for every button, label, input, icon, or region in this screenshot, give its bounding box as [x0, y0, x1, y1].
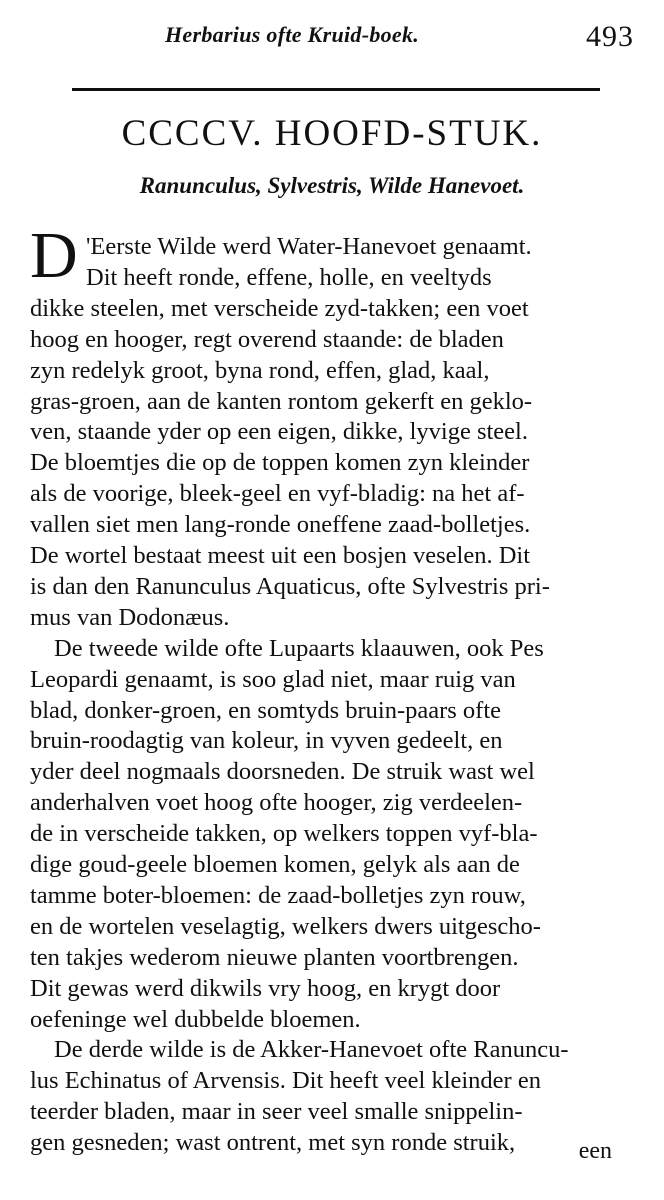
text-line: De bloemtjes die op de toppen komen zyn kleinder — [30, 449, 530, 477]
text-line: yder deel nogmaals doorsneden. De struik wast wel — [30, 758, 535, 786]
text-line: tamme boter-bloemen: de zaad-bolletjes zyn rouw, — [30, 881, 526, 909]
text-line: vallen siet men lang-ronde oneffene zaad-bolletjes. — [30, 511, 531, 539]
text-line: Dit gewas werd dikwils vry hoog, en krygt door — [30, 974, 501, 1002]
text-line: gras-groen, aan de kanten rontom gekerft en geklo- — [30, 387, 533, 415]
text-line: is dan den Ranunculus Aquaticus, ofte Sylvestris pri- — [30, 572, 550, 600]
text-line: De wortel bestaat meest uit een bosjen veselen. Dit — [30, 542, 531, 569]
text-line: Dit heeft ronde, effene, holle, en veeltyds — [86, 263, 492, 291]
text-line: de in verscheide takken, op welkers toppen vyf-bla- — [30, 820, 538, 848]
text-line: ten takjes wederom nieuwe planten voortbrengen. — [30, 943, 519, 971]
text-line: bruin-roodagtig van koleur, in vyven gedeelt, en — [30, 727, 503, 755]
text-line: gen gesneden; wast ontrent, met syn ronde struik, — [30, 1129, 516, 1157]
page-number: 493 — [586, 20, 634, 53]
text-line: als de voorige, bleek-geel en vyf-bladig: na het af- — [30, 480, 525, 508]
text-line: teerder bladen, maar in seer veel smalle snippelin- — [30, 1098, 523, 1126]
text-line: mus van Dodonæus. — [30, 603, 230, 631]
text-line: en de wortelen veselagtig, welkers dwers uitgescho- — [30, 912, 541, 940]
text-line: hoog en hooger, regt overend staande: de bladen — [30, 325, 504, 353]
text-line: zyn redelyk groot, byna rond, effen, glad, kaal, — [30, 356, 490, 384]
chapter-heading: CCCCV. HOOFD-STUK. — [121, 113, 543, 154]
text-line: De derde wilde is de Akker-Hanevoet ofte Ranuncu- — [54, 1036, 569, 1064]
text-line: Leopardi genaamt, is soo glad niet, maar ruig van — [30, 665, 516, 693]
text-line: De tweede wilde ofte Lupaarts klaauwen, ook Pes — [54, 634, 544, 662]
catchword: een — [578, 1138, 612, 1164]
drop-cap: D — [30, 219, 78, 292]
text-line: oefeninge wel dubbelde bloemen. — [30, 1005, 361, 1033]
text-line: 'Eerste Wilde werd Water-Hanevoet genaamt. — [86, 233, 532, 260]
running-title: Herbarius ofte Kruid-boek. — [165, 22, 420, 47]
text-line: anderhalven voet hoog ofte hooger, zig verdeelen- — [30, 789, 523, 817]
text-line: ven, staande yder op een eigen, dikke, lyvige steel. — [30, 418, 528, 446]
text-line: lus Echinatus of Arvensis. Dit heeft veel kleinder en — [30, 1067, 541, 1095]
text-line: dikke steelen, met verscheide zyd-takken; een voet — [30, 294, 529, 322]
text-line: dige goud-geele bloemen komen, gelyk als aan de — [30, 851, 520, 878]
text-line: blad, donker-groen, en somtyds bruin-paars ofte — [30, 696, 502, 724]
chapter-subheading: Ranunculus, Sylvestris, Wilde Hanevoet. — [139, 173, 525, 198]
